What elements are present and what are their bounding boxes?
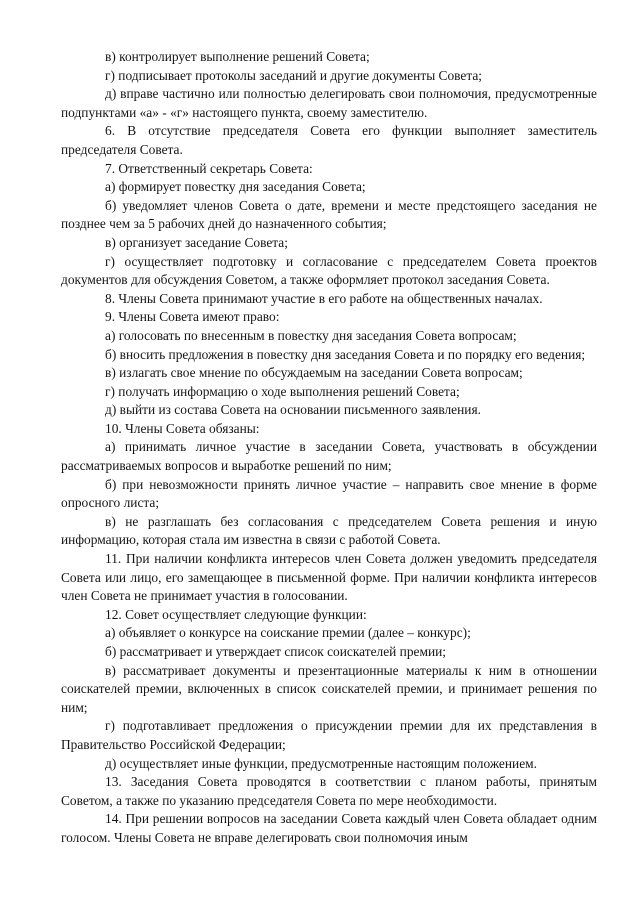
paragraph: г) подписывает протоколы заседаний и другие документы Совета;: [105, 67, 483, 83]
paragraph: д) выйти из состава Совета на основании письменного заявления.: [105, 402, 481, 418]
paragraph: в) излагать свое мнение по обсуждаемым на заседании Совета вопросам;: [105, 365, 523, 381]
paragraph: б) при невозможности принять личное участие – направить свое мнение в форме опросного листа;: [61, 476, 597, 511]
paragraph: в) организует заседание Совета;: [105, 234, 288, 250]
paragraph: д) осуществляет иные функции, предусмотренные настоящим положением.: [105, 755, 537, 771]
paragraph: в) не разглашать без согласования с председателем Совета решения и иную информацию, которая стала им известна в связи с работой Совета.: [61, 513, 597, 548]
paragraph: г) осуществляет подготовку и согласование с председателем Совета проектов документов для обсуждения Советом, а также оформляет протокол заседания Совета.: [61, 253, 597, 288]
paragraph: а) принимать личное участие в заседании Совета, участвовать в обсуждении рассматриваемых вопросов и выработке решений по ним;: [61, 439, 597, 474]
paragraph: 10. Члены Совета обязаны:: [105, 420, 260, 436]
paragraph: 8. Члены Совета принимают участие в его работе на общественных началах.: [105, 290, 543, 306]
paragraph: 6. В отсутствие председателя Совета его функции выполняет заместитель председателя Совета.: [61, 123, 597, 157]
paragraph: а) формирует повестку дня заседания Совета;: [105, 179, 366, 195]
paragraph: в) контролирует выполнение решений Совета;: [105, 49, 370, 64]
paragraph: а) объявляет о конкурсе на соискание премии (далее – конкурс);: [105, 625, 471, 641]
paragraph: 7. Ответственный секретарь Совета:: [105, 160, 313, 176]
paragraph: г) подготавливает предложения о присуждении премии для их представления в Правительство Российской Федерации;: [61, 718, 597, 752]
document-body: [61, 48, 597, 848]
paragraph: 14. При решении вопросов на заседании Совета каждый член Совета обладает одним голосом. Члены Совета не вправе делегировать свои полномочия иным: [61, 811, 597, 845]
paragraph: 12. Совет осуществляет следующие функции:: [105, 606, 367, 622]
paragraph: б) уведомляет членов Совета о дате, времени и месте предстоящего заседания не позднее чем за 5 рабочих дней до назначенного события;: [61, 197, 597, 232]
paragraph: 11. При наличии конфликта интересов член Совета должен уведомить председателя Совета или лицо, его замещающее в письменной форме. При наличии конфликта интересов член Совета не принимает участия в голосовании.: [61, 551, 597, 604]
paragraph: г) получать информацию о ходе выполнения решений Совета;: [105, 383, 460, 399]
paragraph: д) вправе частично или полностью делегировать свои полномочия, предусмотренные подпунктами «а» - «г» настоящего пункта, своему заместителю.: [61, 86, 597, 120]
paragraph: б) вносить предложения в повестку дня заседания Совета и по порядку его ведения;: [105, 346, 586, 362]
paragraph: б) рассматривает и утверждает список соискателей премии;: [105, 644, 447, 659]
paragraph: 13. Заседания Совета проводятся в соответствии с планом работы, принятым Советом, а также по указанию председателя Совета по мере необходимости.: [61, 774, 597, 808]
paragraph: в) рассматривает документы и презентационные материалы к ним в отношении соискателей премии, включенных в список соискателей премии, и принимает решения по ним;: [61, 662, 597, 715]
paragraph: 9. Члены Совета имеют право:: [105, 309, 280, 325]
paragraph: а) голосовать по внесенным в повестку дня заседания Совета вопросам;: [105, 327, 517, 343]
